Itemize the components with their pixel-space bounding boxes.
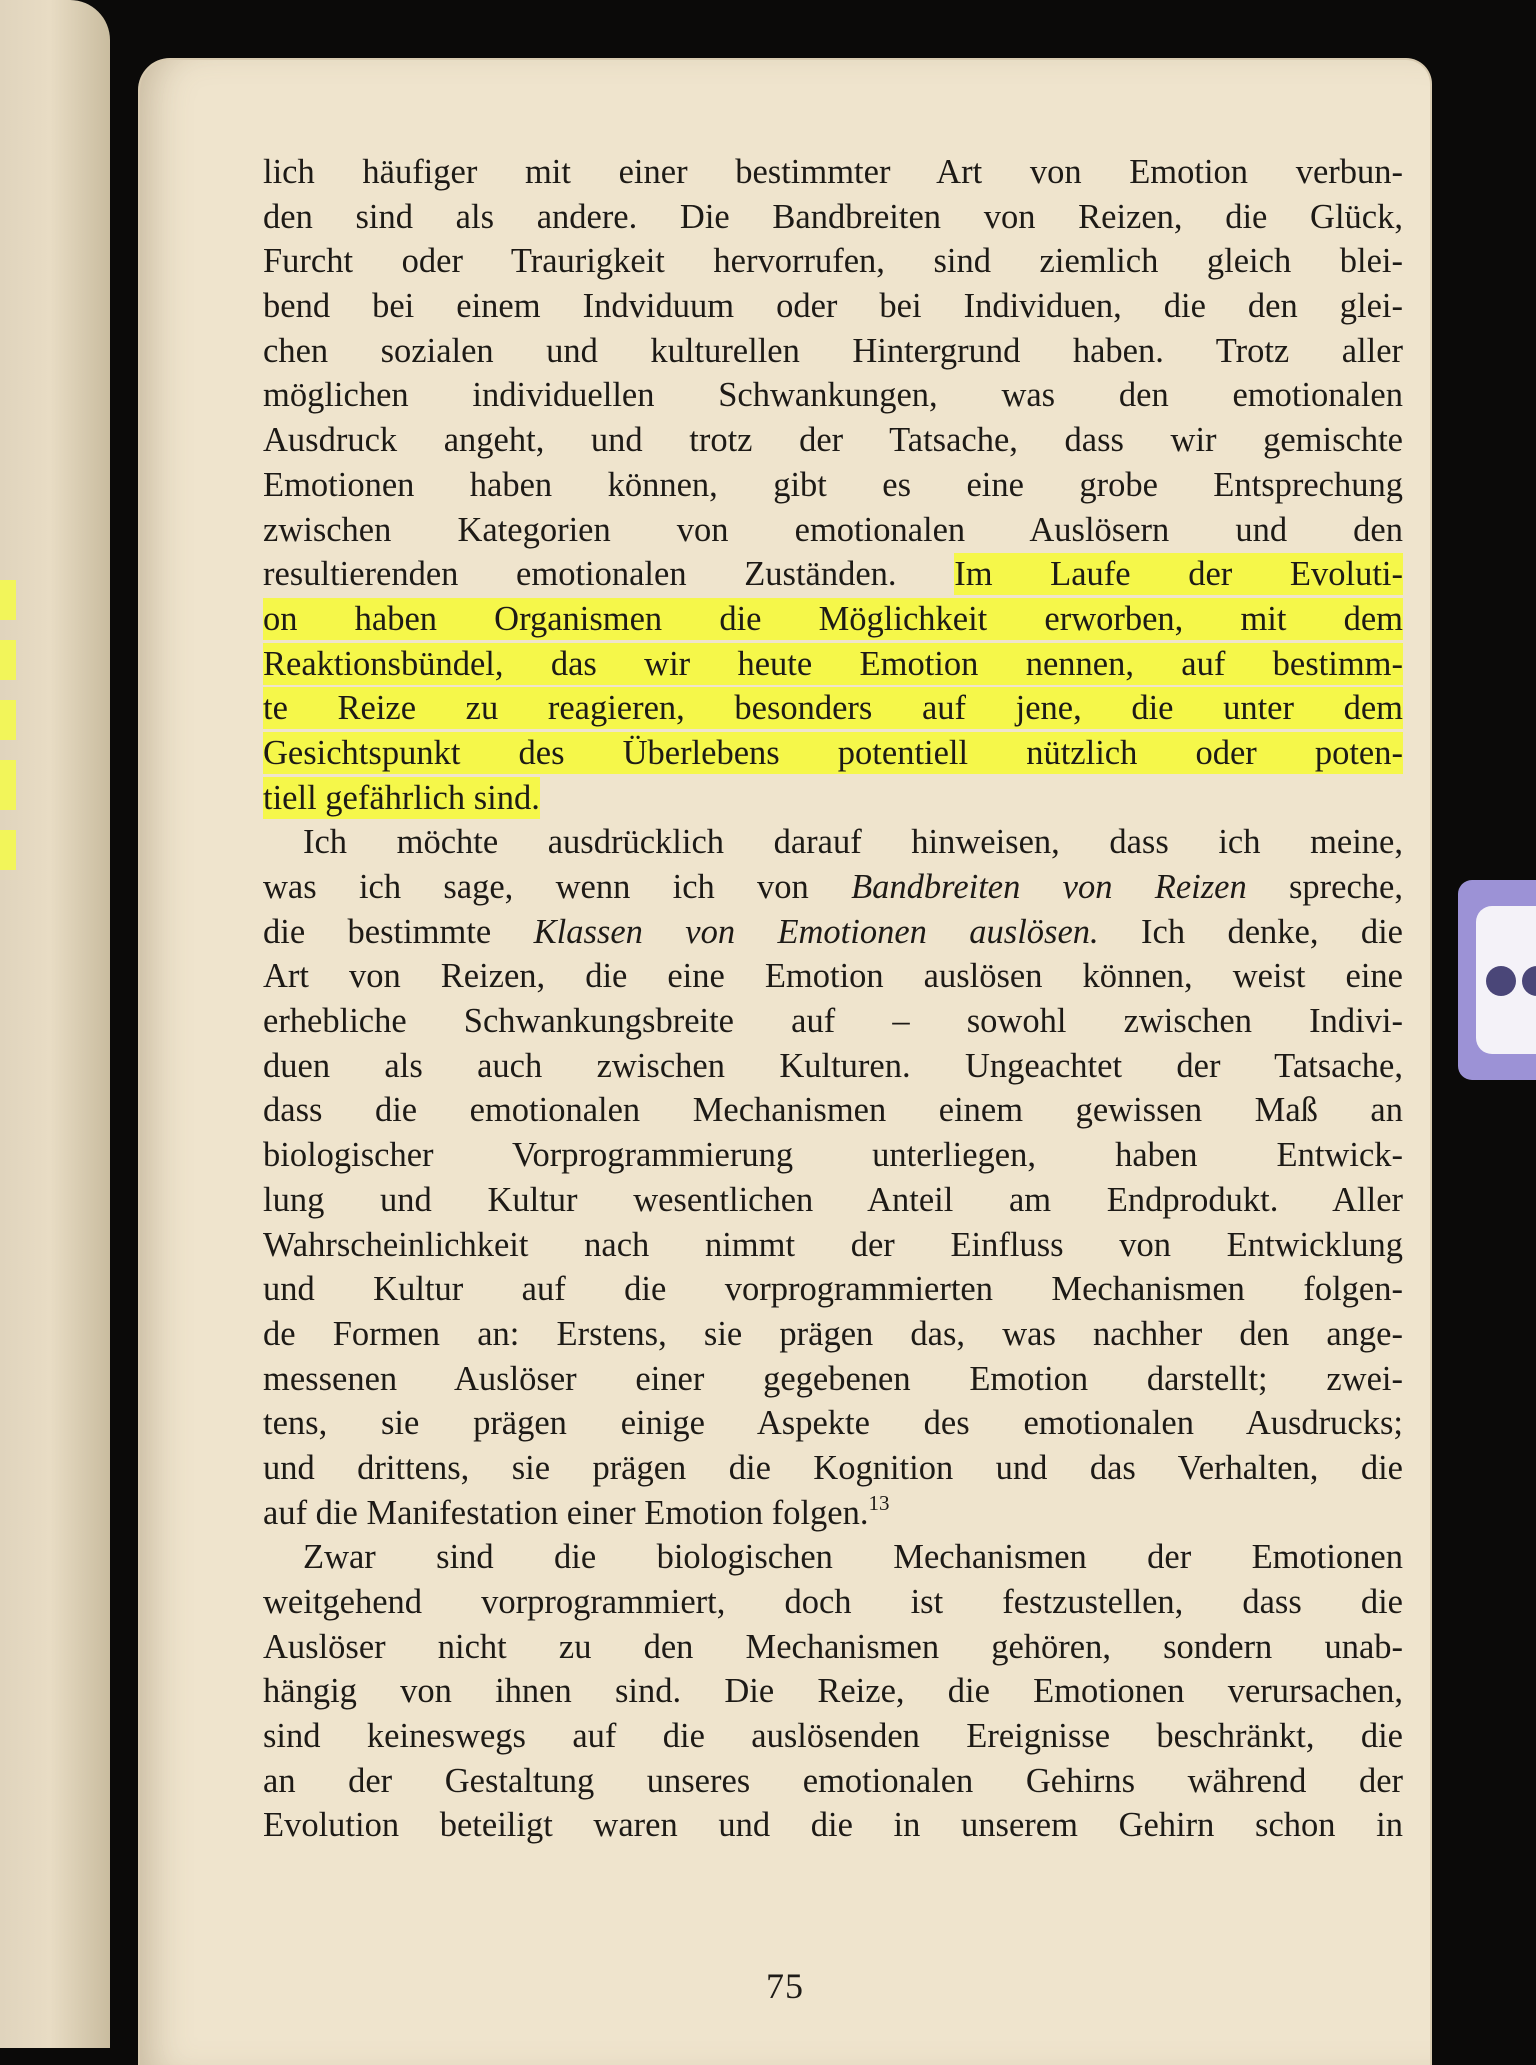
text-span: sind keineswegs auf die auslösenden Ereignisse beschränkt, die — [263, 1717, 1403, 1756]
text-line — [263, 508, 1403, 553]
text-line — [263, 1580, 1403, 1625]
text-span: duen als auch zwischen Kulturen. Ungeachtet der Tatsache, — [263, 1046, 1403, 1085]
text-span: weitgehend vorprogrammiert, doch ist festzustellen, dass die — [263, 1583, 1403, 1621]
text-span: hängig von ihnen sind. Die Reize, die Emotionen verursachen, — [263, 1672, 1403, 1711]
text-line — [263, 954, 1403, 999]
text-line — [263, 910, 1403, 955]
text-span: und Kultur auf die vorprogrammierten Mechanismen folgen- — [263, 1270, 1403, 1309]
highlighted-text: te Reize zu reagieren, besonders auf jene, die unter dem — [263, 689, 1403, 728]
text-span: auf die Manifestation einer Emotion folgen. — [263, 1493, 869, 1532]
text-line — [263, 776, 1403, 821]
text-span: Zwar sind die biologischen Mechanismen der Emotionen — [303, 1538, 1403, 1577]
text-line — [263, 1044, 1403, 1089]
text-span: Furcht oder Traurigkeit hervorrufen, sind ziemlich gleich blei- — [263, 242, 1403, 281]
text-span: tens, sie prägen einige Aspekte des emotionalen Ausdrucks; — [263, 1404, 1403, 1443]
italic-text: Bandbreiten von Reizen — [851, 868, 1247, 906]
page-body-text — [263, 150, 1403, 1848]
text-span: Ich möchte ausdrücklich darauf hinweisen, dass ich meine, — [303, 823, 1403, 862]
text-line — [263, 552, 1403, 597]
text-line — [263, 1223, 1403, 1268]
tab-label — [1476, 906, 1536, 1054]
text-line — [263, 1446, 1403, 1491]
italic-text: Klassen von Emotionen auslösen. — [533, 912, 1099, 951]
footnote-ref: 13 — [868, 1490, 890, 1515]
text-span: Wahrscheinlichkeit nach nimmt der Einfluss von Entwicklung — [263, 1225, 1403, 1264]
text-line — [263, 1669, 1403, 1714]
text-span: was ich sage, wenn ich von — [263, 868, 852, 906]
highlighted-text: Gesichtspunkt des Überlebens potentiell nützlich oder poten- — [263, 733, 1403, 772]
book-page — [140, 60, 1430, 2065]
text-line — [263, 1714, 1403, 1759]
text-line — [263, 999, 1403, 1044]
text-line — [263, 820, 1403, 865]
text-line — [263, 418, 1403, 463]
text-line — [263, 150, 1403, 195]
text-span: Emotionen haben können, gibt es eine grobe Entsprechung — [263, 465, 1403, 504]
text-line — [263, 284, 1403, 329]
text-span: Evolution beteiligt waren und die in unserem Gehirn schon in — [263, 1806, 1403, 1845]
text-line — [263, 1625, 1403, 1670]
text-span: Ich denke, die — [1098, 912, 1403, 951]
text-span: de Formen an: Erstens, sie prägen das, was nachher den ange- — [263, 1314, 1403, 1353]
text-line — [263, 1357, 1403, 1402]
text-line — [263, 1088, 1403, 1133]
text-line — [263, 1133, 1403, 1178]
text-line — [263, 1759, 1403, 1804]
text-line — [263, 597, 1403, 642]
text-span: Auslöser nicht zu den Mechanismen gehören, sondern unab- — [263, 1627, 1403, 1666]
text-line — [263, 865, 1403, 910]
text-line — [263, 686, 1403, 731]
text-line — [263, 329, 1403, 374]
tab-dot-icon — [1522, 966, 1536, 996]
facing-page-edge — [0, 0, 110, 2048]
text-span: bend bei einem Indviduum oder bei Individuen, die den glei- — [263, 287, 1403, 326]
text-span: zwischen Kategorien von emotionalen Auslösern und den — [263, 510, 1403, 549]
tab-dot-icon — [1486, 966, 1516, 996]
facing-page-highlight-marks — [0, 580, 20, 880]
text-line — [263, 642, 1403, 687]
text-line — [263, 373, 1403, 418]
text-line — [263, 1491, 1403, 1536]
text-span: und drittens, sie prägen die Kognition und das Verhalten, die — [263, 1448, 1403, 1487]
text-span: die bestimmte — [263, 912, 534, 951]
text-line — [263, 1535, 1403, 1580]
text-line — [263, 463, 1403, 508]
text-line — [263, 1312, 1403, 1357]
text-span: Art von Reizen, die eine Emotion auslösen können, weist eine — [263, 957, 1403, 996]
text-span: möglichen individuellen Schwankungen, was den emotionalen — [263, 376, 1403, 415]
text-line — [263, 195, 1403, 240]
text-line — [263, 1803, 1403, 1848]
page-number: 75 — [766, 1966, 804, 2006]
text-span: resultierenden emotionalen Zuständen. — [263, 555, 955, 594]
text-span: spreche, — [1246, 868, 1403, 906]
text-span: den sind als andere. Die Bandbreiten von Reizen, die Glück, — [263, 197, 1403, 236]
highlighted-text: Reaktionsbündel, das wir heute Emotion nennen, auf bestimm- — [263, 644, 1403, 683]
text-span: lich häufiger mit einer bestimmter Art von Emotion verbun- — [263, 153, 1403, 191]
text-span: lung und Kultur wesentlichen Anteil am Endprodukt. Aller — [263, 1180, 1403, 1219]
text-span: messenen Auslöser einer gegebenen Emotion darstellt; zwei- — [263, 1359, 1403, 1398]
text-span: chen sozialen und kulturellen Hintergrund haben. Trotz aller — [263, 331, 1403, 370]
highlighted-text: tiell gefährlich sind. — [263, 778, 540, 817]
text-line — [263, 239, 1403, 284]
highlighted-text: Im Laufe der Evoluti- — [954, 555, 1403, 594]
text-span: erhebliche Schwankungsbreite auf – sowohl zwischen Indivi- — [263, 1002, 1403, 1041]
text-line — [263, 731, 1403, 776]
highlighted-text: on haben Organismen die Möglichkeit erworben, mit dem — [263, 599, 1403, 638]
text-line — [263, 1267, 1403, 1312]
text-span: an der Gestaltung unseres emotionalen Gehirns während der — [263, 1761, 1403, 1800]
text-line — [263, 1178, 1403, 1223]
text-line — [263, 1401, 1403, 1446]
text-span: dass die emotionalen Mechanismen einem gewissen Maß an — [263, 1091, 1403, 1130]
text-span: biologischer Vorprogrammierung unterliegen, haben Entwick- — [263, 1136, 1403, 1175]
text-span: Ausdruck angeht, und trotz der Tatsache, dass wir gemischte — [263, 421, 1403, 460]
